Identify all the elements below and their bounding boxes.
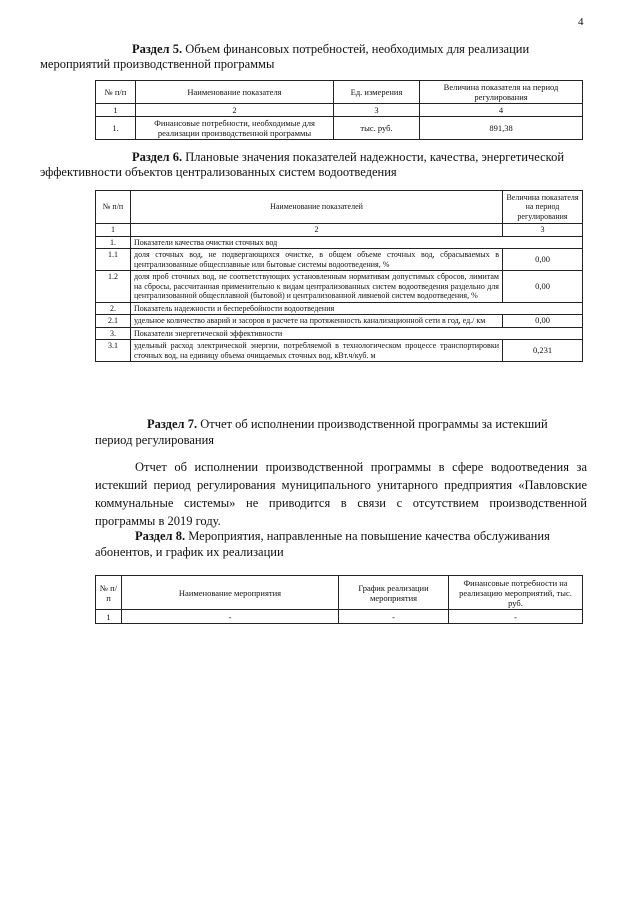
table-row [96,302,583,315]
section5-header-row [96,81,583,104]
section8-table [95,575,583,624]
s6-row-num: 1.2 [96,271,131,303]
s5-col-number: 3 [334,104,420,117]
s5-row-value: 891,38 [420,117,583,140]
section8-label: Раздел 8. [135,529,186,543]
s5-col-number: 1 [96,104,136,117]
s6-row-name: удельное количество аварий и засоров в расчете на протяженность канализационной сети в год, ед./ км [131,315,503,328]
s8-row-finance: - [449,610,583,624]
s5-row-unit: тыс. руб. [334,117,420,140]
table-row [96,271,583,303]
section6-header-row [96,191,583,224]
table-row [96,340,583,362]
s6-col-number: 2 [131,224,503,237]
s6-row-name: Показатель надежности и бесперебойности водоотведения [131,302,583,315]
s5-col-number: 2 [136,104,334,117]
s6-row-num: 1.1 [96,249,131,271]
section6-label: Раздел 6. [132,150,183,164]
table-row [96,236,583,249]
section7-title: Отчет об исполнении производственной программы за истекший период регулирования [95,417,548,447]
s6-col-number: 1 [96,224,131,237]
s8-row-num: 1 [96,610,122,624]
section6-number-row [96,224,583,237]
section6-title: Плановые значения показателей надежности, качества, энергетической эффективности объектов централизованных систем водоотведения [40,150,565,179]
s5-header-value: Величина показателя на период регулирования [420,81,583,104]
table-row [96,315,583,328]
s6-row-name: Показатели энергетической эффективности [131,327,583,340]
s8-row-name: - [122,610,339,624]
section6-heading [40,150,600,180]
s6-header-name: Наименование показателей [131,191,503,224]
section7-label: Раздел 7. [147,417,198,431]
s6-row-value: 0,00 [503,315,583,328]
s6-row-num: 3.1 [96,340,131,362]
section7-paragraph: Отчет об исполнении производственной программы в сфере водоотведения за истекший период регулирования муниципального унитарного предприятия «Павловские коммунальные системы» не приводится в связи с отсутствием производственной программы в 2019 году. [95,460,587,528]
section5-table [95,80,583,140]
s6-row-value: 0,00 [503,271,583,303]
s6-col-number: 3 [503,224,583,237]
section5-title: Объем финансовых потребностей, необходимых для реализации мероприятий производственной программы [40,42,530,71]
page-number: 4 [578,16,584,28]
section8-heading [95,528,587,560]
section5-data-row [96,117,583,140]
s8-row-schedule: - [339,610,449,624]
section5-number-row [96,104,583,117]
s6-row-name: удельный расход электрической энергии, потребляемой в технологическом процессе транспортировки сточных вод, на единицу объема очищаемых сточных вод, кВт.ч/куб. м [131,340,503,362]
s8-header-num: № п/п [96,576,122,610]
section8-header-row [96,576,583,610]
table-row [96,249,583,271]
s6-row-name: доля сточных вод, не подвергающихся очистке, в общем объеме сточных вод, сбрасываемых в централизованные общесплавные или бытовые системы водоотведения, % [131,249,503,271]
s6-header-num: № п/п [96,191,131,224]
s8-header-name: Наименование мероприятия [122,576,339,610]
s5-header-unit: Ед. измерения [334,81,420,104]
s5-header-name: Наименование показателя [136,81,334,104]
section8-title: Мероприятия, направленные на повышение качества обслуживания абонентов, и график их реализации [95,529,550,559]
s5-row-num: 1. [96,117,136,140]
s6-row-value: 0,231 [503,340,583,362]
s6-row-num: 3. [96,327,131,340]
section5-label: Раздел 5. [132,42,183,56]
section5-heading [40,42,600,72]
s6-header-value: Величина показателя на период регулирования [503,191,583,224]
s5-header-num: № п/п [96,81,136,104]
s6-row-name: доля проб сточных вод, не соответствующих установленным нормативам допустимых сбросов, лимитам на сбросы, рассчитанная применительно к видам централизованных систем водоотведения раздельно для централизованной общесплавной (бытовой) и централизованной ливневой систем водоотведения, % [131,271,503,303]
section8-data-row [96,610,583,624]
s6-row-num: 2. [96,302,131,315]
s6-row-name: Показатели качества очистки сточных вод [131,236,583,249]
s5-col-number: 4 [420,104,583,117]
section7-heading [95,416,587,448]
s8-header-schedule: График реализации мероприятия [339,576,449,610]
table-row [96,327,583,340]
s6-row-num: 2.1 [96,315,131,328]
s8-header-finance: Финансовые потребности на реализацию мероприятий, тыс. руб. [449,576,583,610]
section6-table [95,190,583,362]
s5-row-name: Финансовые потребности, необходимые для реализации производственной программы [136,117,334,140]
s6-row-num: 1. [96,236,131,249]
s6-row-value: 0,00 [503,249,583,271]
